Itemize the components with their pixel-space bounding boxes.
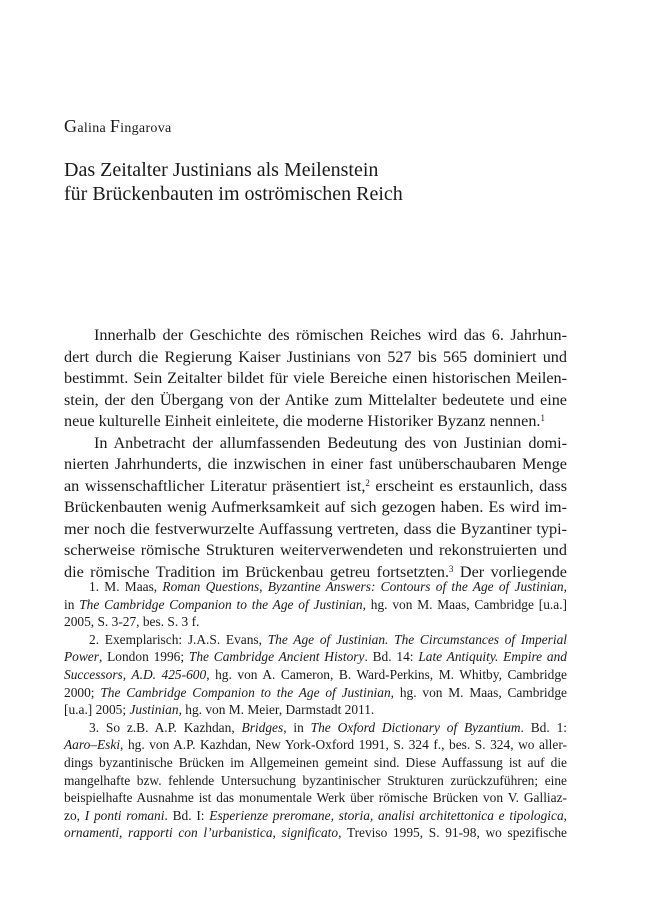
footnote-line	[64, 736, 567, 754]
body-line: stein, der den Übergang von der Antike zum Mittelalter bedeutete und eine	[64, 390, 567, 409]
author-initial: G	[64, 116, 78, 136]
title-line: Das Zeitalter Justinians als Meilenstein	[64, 159, 379, 181]
body-line: Innerhalb der Geschichte des römischen Reiches wird das 6. Jahrhun-	[94, 326, 567, 344]
footnote-text: , hg. von M. Maas, Cambridge [u.a.]	[362, 596, 567, 612]
footnote-text: , London 1996;	[98, 649, 189, 665]
article-title	[64, 158, 584, 206]
body-line: scherweise römische Strukturen weiterverwendeten und rekonstruierten und	[64, 541, 567, 559]
footnote-italic: I ponti romani	[84, 807, 165, 823]
footnote-text: . Bd. I:	[164, 807, 210, 823]
footnote-line	[64, 701, 567, 719]
footnote-ref: 1	[540, 413, 545, 424]
footnote-line	[64, 824, 567, 842]
body-text	[64, 325, 567, 583]
body-line: mer noch die festverwurzelte Auffassung vertreten, dass die Byzantiner typi-	[64, 519, 567, 538]
footnote-line	[64, 666, 567, 684]
body-line: In Anbetracht der allumfassenden Bedeutung des von Justinian domi-	[94, 433, 567, 452]
footnote-line: 2005, S. 3-27, bes. S. 3 f.	[64, 614, 200, 630]
footnote-text: [u.a.] 2005;	[64, 702, 130, 718]
footnote-text: . Bd. 1:	[520, 719, 567, 735]
footnote-text: 1. M. Maas,	[89, 579, 163, 594]
body-line	[64, 411, 567, 433]
footnote-line	[64, 648, 567, 666]
footnote-line: mangelhafte bzw. fehlende Untersuchung byzantinischer Strukturen zurückzuführen; eine	[64, 772, 567, 788]
footnotes	[64, 578, 567, 842]
footnote-italic: The Oxford Dictionary of Byzantium	[310, 719, 521, 735]
footnote-italic: Bridges	[241, 719, 284, 735]
body-line-text: Der vorliegende	[453, 562, 567, 581]
title-line: für Brückenbauten im oströmischen Reich	[64, 183, 403, 205]
footnote-italic: Power	[64, 649, 99, 665]
footnote-text: , Treviso 1995, S. 91-98, wo spezifische	[338, 825, 567, 841]
footnote-text: ,	[563, 579, 567, 594]
footnote-line: dings byzantinische Brücken im Allgemeinen gemeint sind. Diese Auffassung ist auf die	[64, 754, 567, 770]
footnote-text: 2. Exemplarisch: J.A.S. Evans,	[89, 631, 268, 647]
body-line-text: die römische Tradition im Brückenbau getreu fortsetzten.	[64, 562, 450, 581]
author-last-rest: ingarova	[120, 121, 172, 136]
footnote-text: , hg. von M. Meier, Darmstadt 2011.	[178, 702, 375, 718]
footnote-ref: 3	[449, 563, 454, 574]
footnote-line: beispielhafte Ausnahme ist das monumentale Werk über römische Brücken von V. Galliaz-	[64, 790, 567, 806]
footnote-line	[64, 807, 567, 825]
footnote-text: in	[64, 596, 80, 612]
footnote-line	[64, 596, 567, 614]
footnote-line	[64, 578, 567, 596]
body-line: Brückenbauten wenig Aufmerksamkeit auf sich gezogen haben. Es wird im-	[64, 498, 567, 516]
body-line: nierten Jahrhunderts, die inzwischen in einer fast unüberschaubaren Menge	[64, 455, 567, 473]
footnote-italic: Successors, A.D. 425-600	[64, 666, 207, 682]
footnote-text: zo,	[64, 807, 85, 823]
footnote-text: 3. So z.B. A.P. Kazhdan,	[89, 719, 242, 735]
footnote-line	[64, 684, 567, 702]
footnote-text: , hg. von A.P. Kazhdan, New York-Oxford 1991, S. 324 f., bes. S. 324, wo aller-	[120, 737, 567, 753]
footnote-italic: Aaro–Eski	[64, 737, 121, 753]
body-line	[64, 476, 567, 498]
body-line: dert durch die Regierung Kaiser Justinians von 527 bis 565 dominiert und	[64, 347, 567, 366]
footnote-text: 2000;	[64, 684, 101, 700]
footnote-text: , hg. von A. Cameron, B. Ward-Perkins, M. Whitby, Cambridge	[206, 666, 567, 682]
body-line-text: neue kulturelle Einheit einleitete, die moderne Historiker Byzanz nennen.	[64, 412, 541, 430]
footnote-ref: 2	[365, 477, 370, 488]
footnote-italic: Esperienze preromane, storia, analisi architettonica e tipologica,	[209, 807, 568, 823]
footnote-text: , hg. von M. Maas, Cambridge	[390, 684, 567, 700]
footnote-italic: The Cambridge Ancient History	[188, 649, 365, 665]
footnote-italic: The Cambridge Companion to the Age of Justinian	[100, 684, 391, 700]
footnote-text: , in	[283, 719, 311, 735]
author-first-rest: alina	[77, 121, 110, 136]
body-line-text: erscheint es erstaunlich, dass	[369, 476, 567, 495]
author-name	[64, 116, 172, 137]
footnote-italic: ornamenti, rapporti con l’urbanistica, significato	[64, 825, 339, 841]
author-initial-2: F	[109, 116, 121, 136]
footnote-italic: Justinian	[129, 702, 179, 718]
footnote-italic: Late Antiquity. Empire and	[418, 649, 567, 665]
footnote-line	[64, 631, 567, 649]
footnote-italic: The Age of Justinian. The Circumstances of Imperial	[267, 631, 567, 647]
footnote-line	[64, 719, 567, 737]
footnote-italic: Roman Questions, Byzantine Answers: Contours of the Age of Justinian	[162, 579, 564, 594]
body-line: bestimmt. Sein Zeitalter bildet für viele Bereiche einen historischen Meilen-	[64, 369, 567, 387]
footnote-text: . Bd. 14:	[364, 649, 419, 665]
footnote-italic: The Cambridge Companion to the Age of Justinian	[79, 596, 363, 612]
body-line-text: an wissenschaftlicher Literatur präsentiert ist,	[64, 476, 366, 495]
